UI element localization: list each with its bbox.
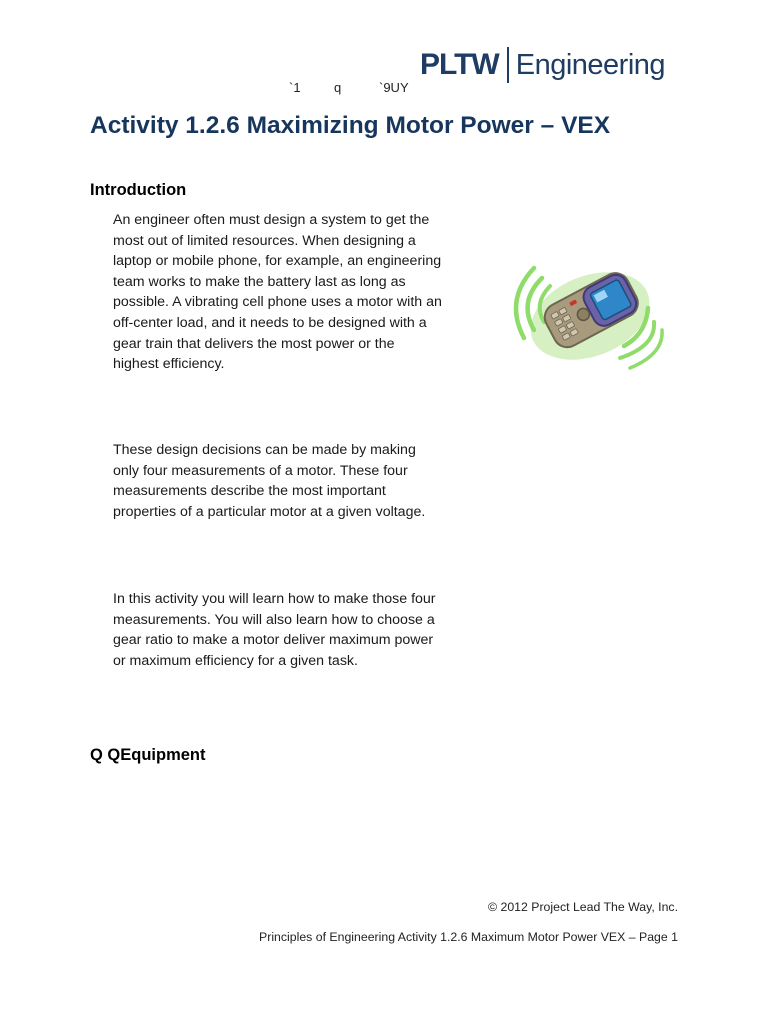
stray-mark: q xyxy=(334,80,342,95)
page-title: Activity 1.2.6 Maximizing Motor Power – VEX xyxy=(90,112,611,139)
logo-divider xyxy=(507,47,509,83)
stray-mark: `1 xyxy=(289,80,301,95)
introduction-heading: Introduction xyxy=(90,181,187,199)
logo-sub-text: Engineering xyxy=(515,48,666,81)
intro-paragraph-1: An engineer often must design a system to get the most out of limited resources. When designing a laptop or mobile phone, for example, an engineering team works to make the battery last as long as possible. A vibrating cell phone uses a motor with an off-center load, and it needs to be designed with a gear train that delivers the most power or the highest efficiency. xyxy=(113,212,442,373)
stray-mark: `9UY xyxy=(379,80,409,95)
vibrating-cell-phone-icon xyxy=(498,250,668,375)
intro-paragraph-3: In this activity you will learn how to make those four measurements. You will also learn how to choose a gear ratio to make a motor deliver maximum power or maximum efficiency for a given task. xyxy=(113,591,436,669)
copyright-footer: © 2012 Project Lead The Way, Inc. xyxy=(488,900,678,914)
intro-paragraph-2: These design decisions can be made by making only four measurements of a motor. These four measurements describe the most important properties of a particular motor at a given voltage. xyxy=(113,442,426,520)
logo-brand-text: PLTW xyxy=(420,48,499,81)
pltw-engineering-logo xyxy=(420,44,665,86)
page-footer: Principles of Engineering Activity 1.2.6 Maximum Motor Power VEX – Page 1 xyxy=(259,930,678,944)
equipment-heading: Q QEquipment xyxy=(90,746,206,764)
